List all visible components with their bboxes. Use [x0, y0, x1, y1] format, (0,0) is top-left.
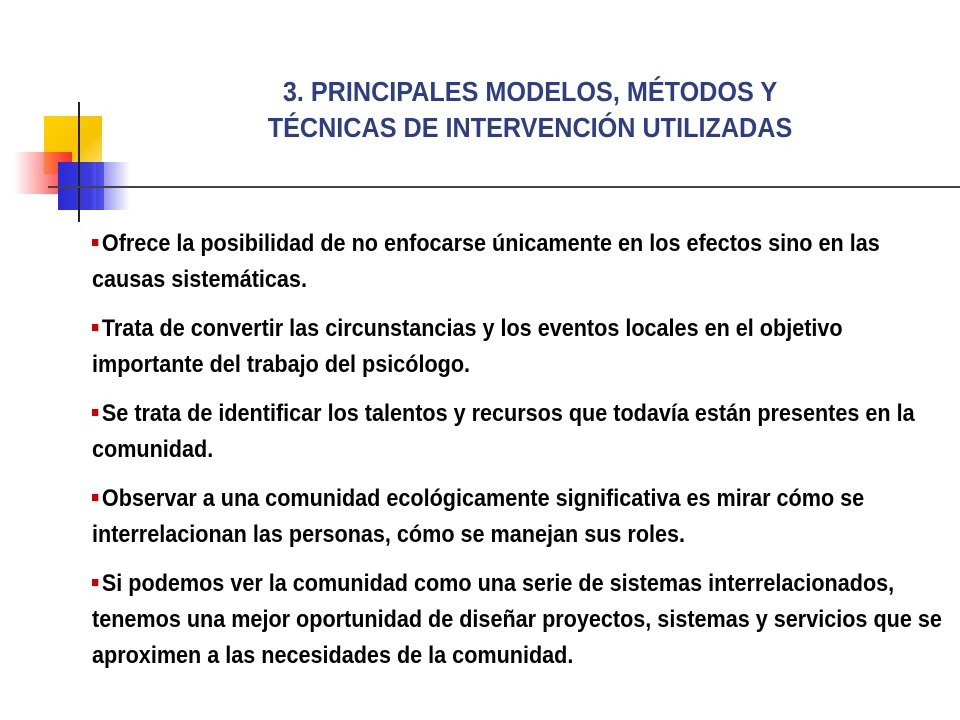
- vertical-rule-decoration: [78, 102, 80, 222]
- list-item: [92, 226, 947, 298]
- list-item-text: Observar a una comunidad ecológicamente significativa es mirar cómo se interrelacionan las personas, cómo se manejan sus roles.: [92, 485, 865, 548]
- square-bullet-icon: [92, 579, 98, 586]
- square-bullet-icon: [92, 409, 98, 416]
- slide-title: [188, 74, 872, 146]
- title-divider-line: [48, 186, 960, 188]
- square-bullet-icon: [92, 494, 98, 501]
- list-item-text: Si podemos ver la comunidad como una serie de sistemas interrelacionados, tenemos una mejor oportunidad de diseñar proyectos, sistemas y servicios que se aproximen a las necesidades de la comunidad.: [92, 570, 942, 669]
- list-item: [92, 396, 947, 468]
- list-item-text: Ofrece la posibilidad de no enfocarse únicamente en los efectos sino en las causas sistemáticas.: [92, 230, 880, 293]
- list-item: [92, 311, 947, 383]
- bullet-list: [92, 226, 948, 687]
- list-item-text: Se trata de identificar los talentos y recursos que todavía están presentes en la comunidad.: [92, 400, 915, 463]
- slide-title-line-1: 3. PRINCIPALES MODELOS, MÉTODOS Y: [282, 76, 778, 107]
- square-bullet-icon: [92, 239, 98, 246]
- list-item: [92, 481, 947, 553]
- slide-title-line-2: TÉCNICAS DE INTERVENCIÓN UTILIZADAS: [267, 112, 793, 143]
- square-bullet-icon: [92, 324, 98, 331]
- list-item: [92, 566, 947, 674]
- list-item-text: Trata de convertir las circunstancias y los eventos locales en el objetivo importante del trabajo del psicólogo.: [92, 315, 843, 378]
